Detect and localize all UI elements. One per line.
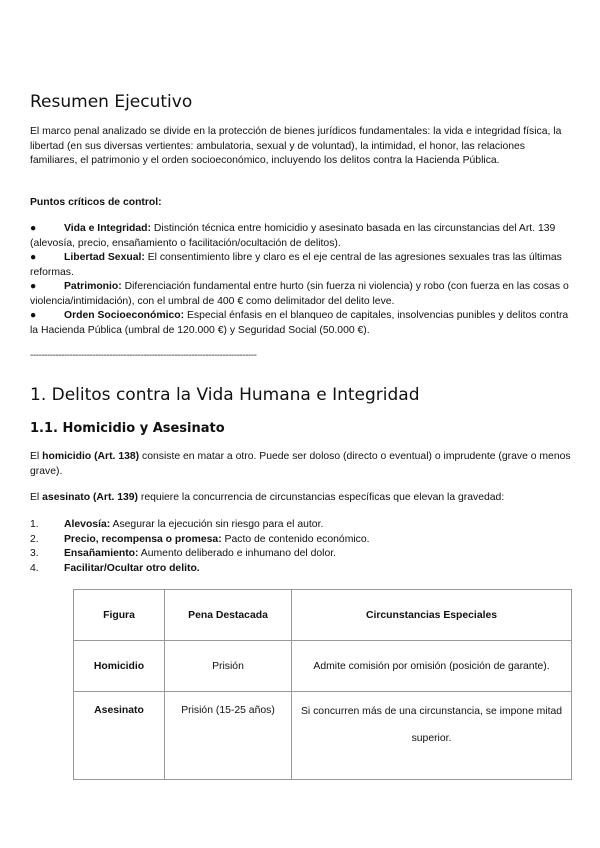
table-header: Circunstancias Especiales bbox=[292, 590, 572, 641]
list-item bbox=[30, 518, 572, 533]
table-cell: Prisión (15-25 años) bbox=[165, 692, 292, 780]
bullet-icon: ● bbox=[30, 310, 37, 321]
summary-intro: El marco penal analizado se divide en la protección de bienes jurídicos fundamentales: la vida e integridad física, la libertad (en sus diversas vertientes: ambulatoria, sexual y de voluntad), la intimidad, el honor, las relaciones familiares, el patrimonio y el orden socioeconómico, incluyendo los delitos contra la Hacienda Pública. bbox=[30, 126, 562, 166]
text-run: requiere la concurrencia de circunstancias específicas que elevan la gravedad: bbox=[138, 492, 505, 503]
section1-title: 1. Delitos contra la Vida Humana e Integridad bbox=[30, 385, 420, 405]
list-term: Ensañamiento: bbox=[64, 548, 139, 559]
points-list bbox=[30, 222, 572, 338]
table-cell: Admite comisión por omisión (posición de garante). bbox=[292, 641, 572, 692]
points-heading: Puntos críticos de control: bbox=[30, 197, 162, 208]
list-number: 3. bbox=[30, 548, 39, 559]
table-cell: Homicidio bbox=[74, 641, 165, 692]
list-text: Asegurar la ejecución sin riesgo para el autor. bbox=[110, 519, 324, 530]
bullet-icon: ● bbox=[30, 281, 37, 292]
asesinato-paragraph bbox=[30, 491, 572, 506]
point-item bbox=[30, 251, 572, 280]
summary-title: Resumen Ejecutivo bbox=[30, 92, 193, 112]
bullet-icon: ● bbox=[30, 252, 37, 263]
point-item bbox=[30, 222, 572, 251]
section-divider: -------------------------------------------------------------------------------- bbox=[30, 350, 257, 361]
text-run: El bbox=[30, 451, 43, 462]
list-text: Aumento deliberado e inhumano del dolor. bbox=[138, 548, 337, 559]
table-header-row bbox=[74, 590, 572, 641]
table-row bbox=[74, 641, 572, 692]
point-text: Especial énfasis en el blanqueo de capitales, insolvencias punibles y delitos contra la Hacienda Pública (umbral de 120.000 €) y Seguridad Social (50.000 €). bbox=[30, 310, 569, 336]
list-item bbox=[30, 547, 572, 562]
table-row bbox=[74, 692, 572, 780]
point-text: Distinción técnica entre homicidio y asesinato basada en las circunstancias del Art. 139 (alevosía, precio, ensañamiento o facilitación/ocultación de delitos). bbox=[30, 223, 556, 249]
homicidio-paragraph bbox=[30, 450, 572, 479]
text-run: consiste en matar a otro. Puede ser doloso (directo o eventual) o imprudente (grave o menos grave). bbox=[30, 451, 571, 477]
point-text: Diferenciación fundamental entre hurto (sin fuerza ni violencia) y robo (con fuerza en las cosas o violencia/intimidación), con el umbral de 400 € como delimitador del delito leve. bbox=[30, 281, 569, 307]
subsection-title: 1.1. Homicidio y Asesinato bbox=[30, 421, 225, 436]
table-header: Figura bbox=[74, 590, 165, 641]
bullet-icon: ● bbox=[30, 223, 37, 234]
list-item bbox=[30, 562, 572, 577]
point-term: Libertad Sexual: bbox=[64, 252, 145, 263]
list-text: Pacto de contenido económico. bbox=[221, 533, 370, 545]
list-term: Precio, recompensa o promesa: bbox=[64, 533, 222, 545]
point-item bbox=[30, 309, 572, 338]
list-term: Alevosía: bbox=[64, 519, 111, 530]
circumstances-list bbox=[30, 518, 572, 576]
table-cell: Si concurren más de una circunstancia, se impone mitad superior. bbox=[292, 692, 572, 780]
list-term: Facilitar/Ocultar otro delito. bbox=[64, 562, 200, 574]
term-asesinato: asesinato (Art. 139) bbox=[42, 492, 139, 503]
list-number: 2. bbox=[30, 533, 39, 545]
list-number: 4. bbox=[30, 562, 39, 574]
point-term: Orden Socioeconómico: bbox=[64, 310, 185, 321]
list-item bbox=[30, 533, 572, 548]
point-term: Vida e Integridad: bbox=[64, 223, 151, 234]
text-run: El bbox=[30, 492, 43, 503]
point-item bbox=[30, 280, 572, 309]
point-text: El consentimiento libre y claro es el eje central de las agresiones sexuales tras las últimas reformas. bbox=[30, 252, 562, 278]
table-header: Pena Destacada bbox=[165, 590, 292, 641]
table-cell: Asesinato bbox=[74, 692, 165, 780]
point-term: Patrimonio: bbox=[64, 281, 122, 292]
table-cell: Prisión bbox=[165, 641, 292, 692]
term-homicidio: homicidio (Art. 138) bbox=[42, 451, 140, 462]
list-number: 1. bbox=[30, 519, 39, 530]
comparison-table bbox=[73, 589, 572, 780]
